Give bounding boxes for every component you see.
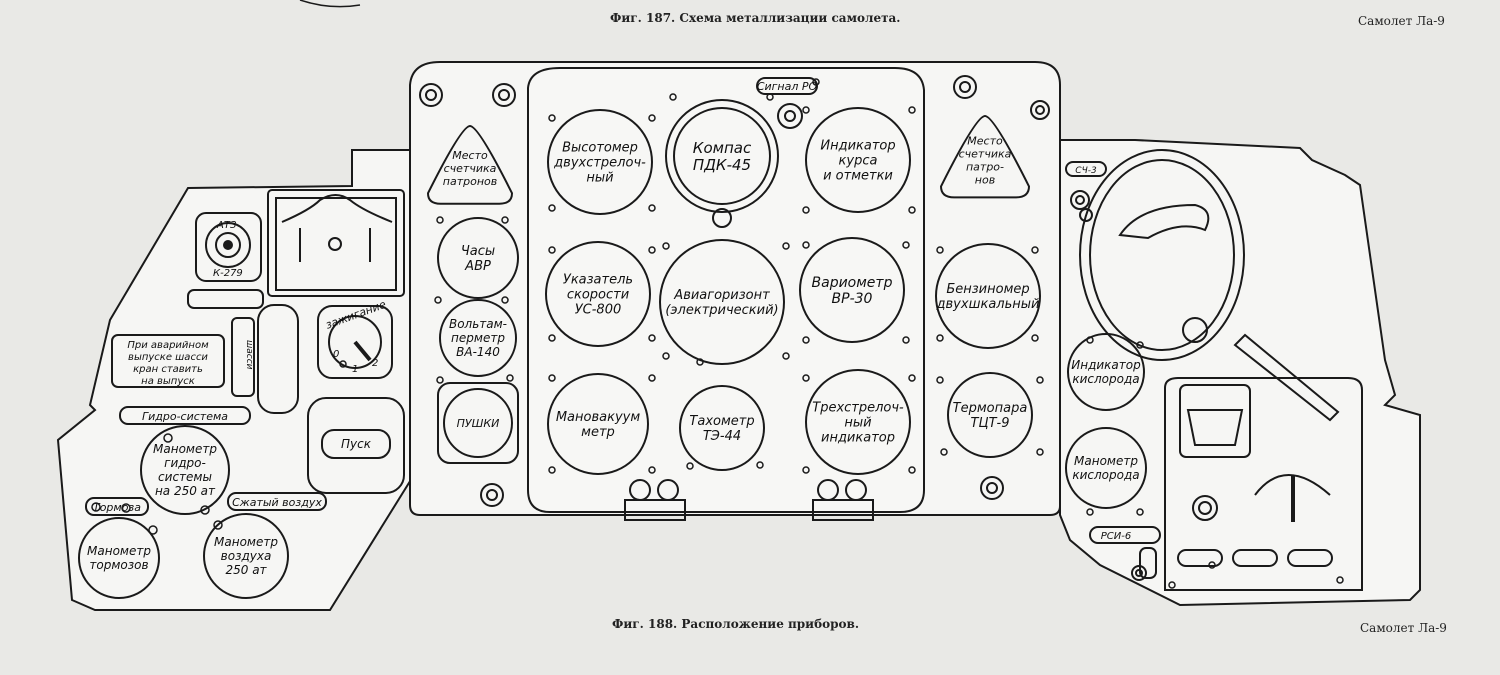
k279-label: К-279 — [213, 268, 243, 279]
air-pressure-gauge-label-line: Манометр — [214, 535, 278, 550]
hydraulic-pressure-gauge-label-line: системы — [158, 470, 212, 485]
sch3-label: СЧ-3 — [1075, 166, 1097, 176]
airspeed-dial-label-line: УС-800 — [574, 302, 622, 318]
fuel-gauge-dial-label-line: двухшкальный — [936, 297, 1040, 313]
cartridge-counter-left-label-line: патронов — [442, 174, 498, 188]
cartridge-counter-right-label-line: патро- — [965, 160, 1005, 174]
three-needle-indicator-dial-label-line: индикатор — [821, 430, 895, 446]
svg-text:выпуске шасси: выпуске шасси — [128, 352, 208, 363]
cartridge-counter-left-label-line: счетчика — [443, 161, 497, 175]
compressed-air-label: Сжатый воздух — [232, 496, 322, 509]
oxygen-indicator-dial-label-line: кислорода — [1072, 372, 1140, 387]
air-pressure-gauge-label-line: 250 ат — [225, 563, 267, 578]
manovacuum-dial-label-line: метр — [581, 425, 615, 441]
clock-dial-label-line: АВР — [465, 259, 491, 275]
cartridge-counter-left-label-line: Место — [452, 148, 488, 162]
oxygen-gauge-dial-label-line: Манометр — [1074, 454, 1138, 469]
guns-switch-label-line: ПУШКИ — [456, 416, 500, 430]
voltammeter-dial-label-line: перметр — [451, 331, 505, 346]
voltammeter-dial-label-line: ВА-140 — [456, 345, 500, 360]
air-pressure-gauge-label-line: воздуха — [220, 549, 272, 564]
artificial-horizon-dial-label-line: (электрический) — [665, 303, 779, 319]
variometer-dial-label-line: ВР-30 — [831, 290, 873, 307]
artificial-horizon-dial-label-line: Авиагоризонт — [674, 288, 770, 304]
thermocouple-dial-label-line: Термопара — [952, 401, 1028, 417]
altimeter-dial-label-line: ный — [586, 170, 614, 186]
oxygen-indicator-dial-label-line: Индикатор — [1071, 358, 1141, 373]
hydraulic-pressure-gauge-label-line: гидро- — [164, 456, 206, 471]
cartridge-counter-right-label-line: Место — [967, 134, 1003, 148]
brake-pressure-gauge-label-line: Манометр — [87, 544, 151, 559]
hydro-system-label: Гидро-система — [141, 410, 229, 423]
variometer-dial-label-line: Вариометр — [811, 274, 893, 291]
compass-dial-label-line: Компас — [692, 138, 752, 157]
course-indicator-dial-label-line: курса — [838, 153, 878, 169]
svg-text:кран ставить: кран ставить — [133, 364, 203, 375]
hydraulic-pressure-gauge-label-line: на 250 ат — [154, 484, 216, 499]
compass-dial-label-line: ПДК-45 — [692, 155, 752, 174]
corner-fragment — [300, 0, 360, 7]
tachometer-dial-label-line: ТЭ-44 — [702, 429, 742, 445]
three-needle-indicator-dial-label-line: Трехстрелоч- — [812, 400, 904, 416]
ignition-mark: 0 — [333, 349, 340, 360]
brake-pressure-gauge-label-line: тормозов — [89, 558, 149, 573]
atz-label: АТЗ — [217, 220, 237, 231]
course-indicator-dial-label-line: Индикатор — [820, 138, 896, 154]
airspeed-dial-label-line: скорости — [566, 287, 630, 303]
three-needle-indicator-dial-label-line: ный — [844, 415, 872, 431]
svg-text:шасси: шасси — [244, 340, 254, 370]
ignition-mark: 1 — [352, 364, 359, 375]
ignition-mark: 2 — [372, 358, 379, 369]
altimeter-dial-label-line: Высотомер — [562, 140, 638, 156]
cartridge-counter-right-label-line: счетчика — [958, 147, 1012, 161]
fuel-gauge-dial-label-line: Бензиномер — [946, 282, 1030, 298]
svg-text:При аварийном: При аварийном — [127, 340, 209, 351]
ignition-label: зажигание — [323, 297, 388, 332]
clock-dial-label-line: Часы — [460, 244, 496, 260]
figure-187-caption: Фиг. 187. Схема металлизации самолета. — [610, 11, 901, 25]
signal-ro-label: Сигнал РО — [756, 80, 818, 93]
start-label: Пуск — [341, 437, 371, 451]
brakes-label: Тормоза — [92, 501, 142, 514]
svg-text:на выпуск: на выпуск — [141, 376, 195, 387]
thermocouple-dial-label-line: ТЦТ-9 — [970, 416, 1010, 432]
aircraft-label-bottom: Самолет Ла-9 — [1360, 621, 1447, 635]
airspeed-dial-label-line: Указатель — [562, 272, 634, 288]
cartridge-counter-right-label-line: нов — [974, 173, 996, 187]
manovacuum-dial-label-line: Мановакуум — [555, 410, 641, 426]
oxygen-gauge-dial-label-line: кислорода — [1072, 468, 1140, 483]
rsi6-label: РСИ-6 — [1100, 531, 1132, 542]
hydraulic-pressure-gauge-label-line: Манометр — [153, 442, 217, 457]
figure-188-caption: Фиг. 188. Расположение приборов. — [612, 617, 859, 631]
altimeter-dial-label-line: двухстрелоч- — [554, 155, 646, 171]
aircraft-label-top: Самолет Ла-9 — [1358, 14, 1445, 28]
course-indicator-dial-label-line: и отметки — [823, 168, 893, 184]
tachometer-dial-label-line: Тахометр — [689, 414, 755, 430]
voltammeter-dial-label-line: Вольтам- — [448, 317, 508, 332]
